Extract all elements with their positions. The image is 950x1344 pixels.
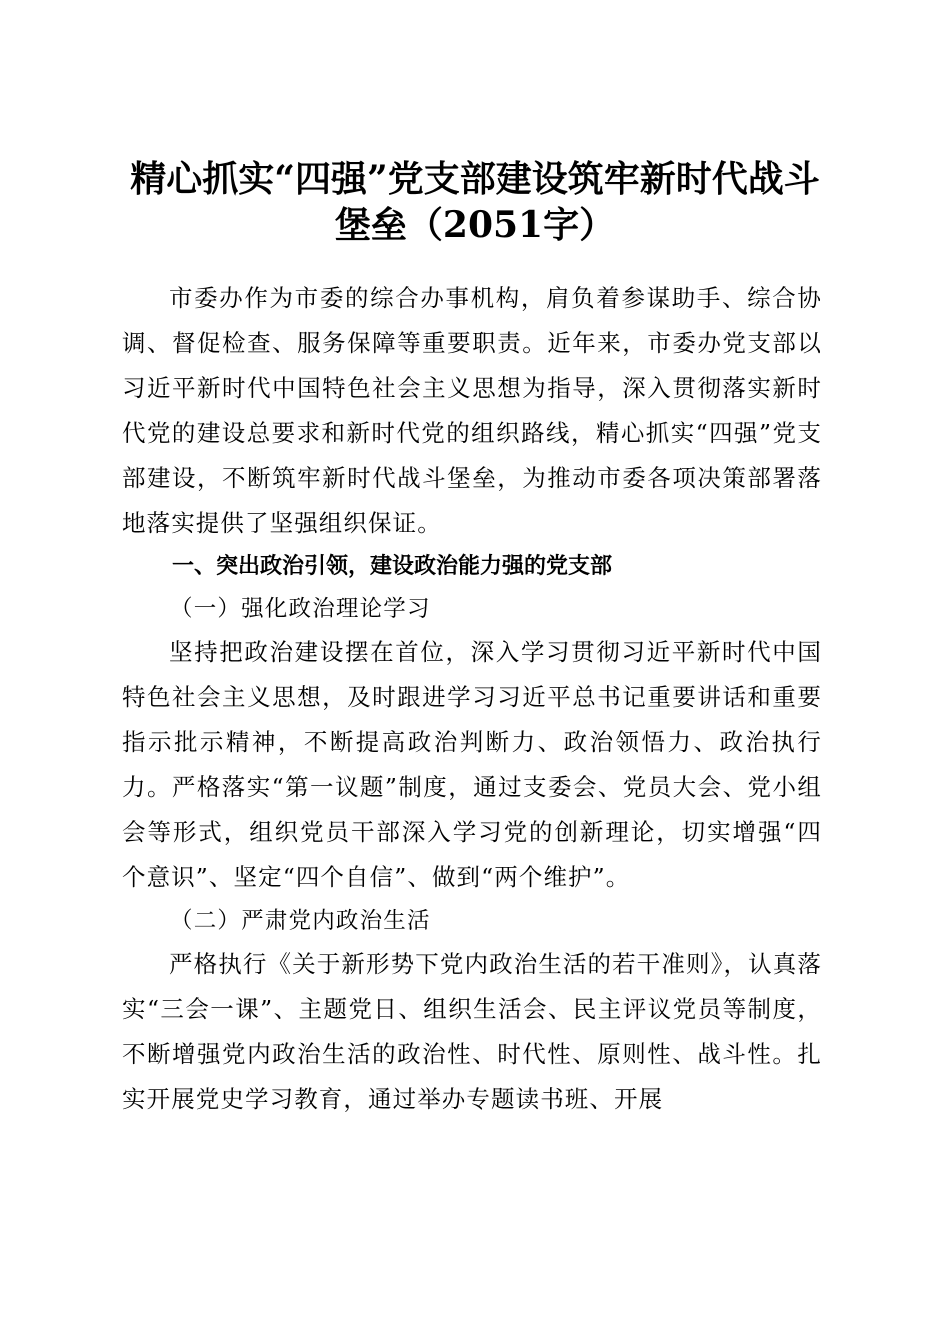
- subsection-1-heading: （一）强化政治理论学习: [170, 596, 431, 622]
- document-body: [122, 276, 822, 1122]
- subsection-2-paragraph: 严格执行《关于新形势下党内政治生活的若干准则》，认真落实“三会一课”、主题党日、组织生活会、民主评议党员等制度，不断增强党内政治生活的政治性、时代性、原则性、战斗性。扎实开展党史学习教育，通过举办专题读书班、开展: [122, 950, 822, 1113]
- title-line-2: 堡垒（2051字）: [334, 204, 616, 247]
- section-1-heading: 一、突出政治引领，建设政治能力强的党支部: [172, 554, 613, 579]
- subsection-1-paragraph: 坚持把政治建设摆在首位，深入学习贯彻习近平新时代中国特色社会主义思想，及时跟进学习习近平总书记重要讲话和重要指示批示精神，不断提高政治判断力、政治领悟力、政治执行力。严格落实“第一议题”制度，通过支委会、党员大会、党小组会等形式，组织党员干部深入学习党的创新理论，切实增强“四个意识”、坚定“四个自信”、做到“两个维护”。: [122, 638, 822, 891]
- title-line-1: 精心抓实“四强”党支部建设筑牢新时代战斗: [130, 158, 820, 201]
- document-title: [110, 156, 840, 248]
- subsection-2-heading: （二）严肃党内政治生活: [170, 908, 431, 934]
- intro-paragraph: 市委办作为市委的综合办事机构，肩负着参谋助手、综合协调、督促检查、服务保障等重要职责。近年来，市委办党支部以习近平新时代中国特色社会主义思想为指导，深入贯彻落实新时代党的建设总要求和新时代党的组织路线，精心抓实“四强”党支部建设，不断筑牢新时代战斗堡垒，为推动市委各项决策部署落地落实提供了坚强组织保证。: [122, 284, 822, 537]
